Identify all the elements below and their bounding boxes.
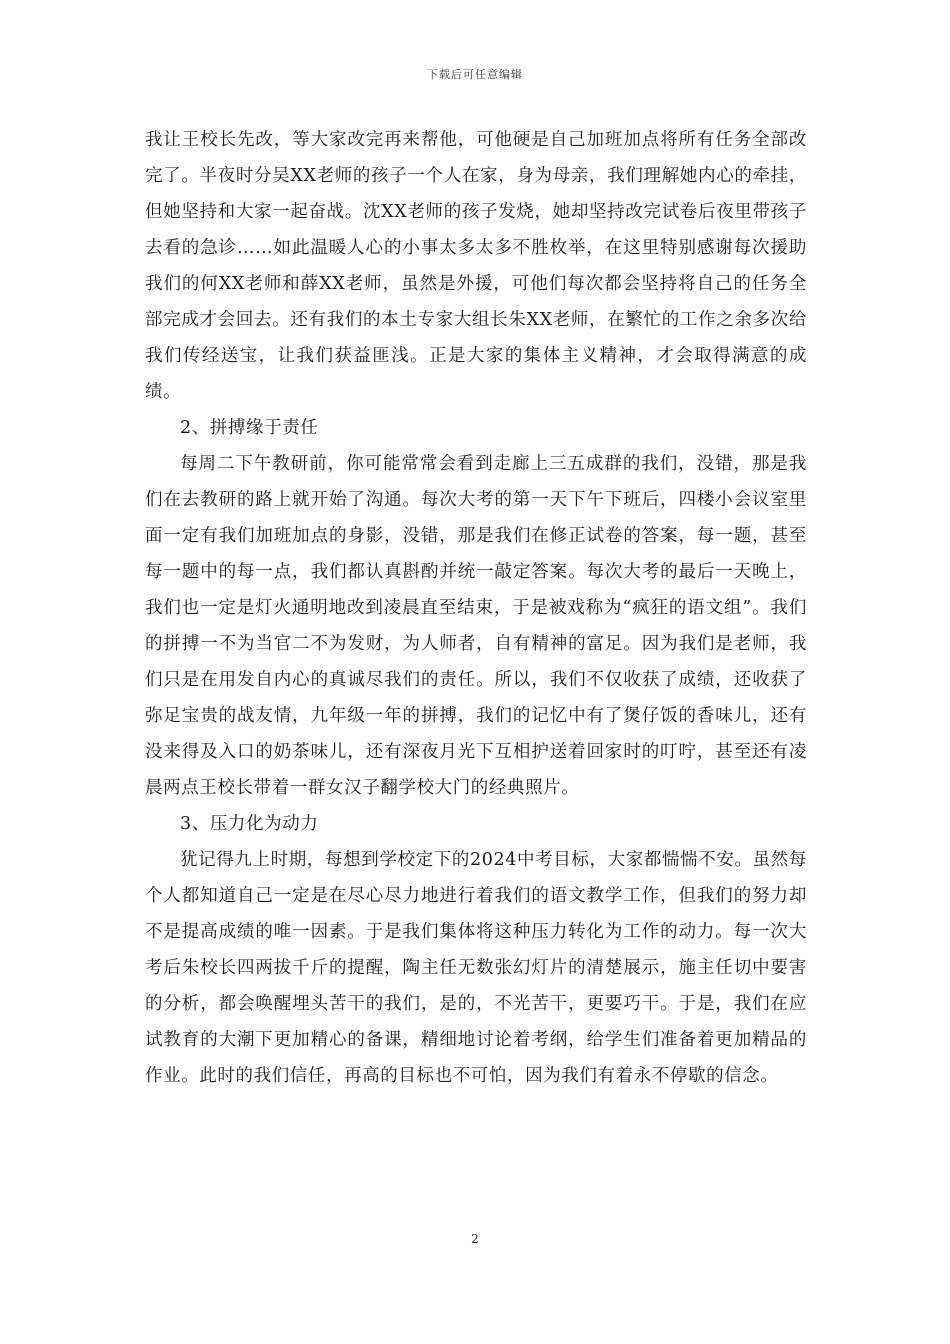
page-number: 2	[471, 1232, 479, 1246]
paragraph-2: 每周二下午教研前，你可能常常会看到走廊上三五成群的我们，没错，那是我们在去教研的路上就开始了沟通。每次大考的第一天下午下班后，四楼小会议室里面一定有我们加班加点的身影，没错，那是我们在修正试卷的答案，每一题，甚至每一题中的每一点，我们都认真斟酌并统一敲定答案。每次大考的最后一天晚上，我们也一定是灯火通明地改到凌晨直至结束，于是被戏称为“疯狂的语文组”。我们的拼搏一不为当官二不为发财，为人师者，自有精神的富足。因为我们是老师，我们只是在用发自内心的真诚尽我们的责任。所以，我们不仅收获了成绩，还收获了弥足宝贵的战友情，九年级一年的拼搏，我们的记忆中有了煲仔饭的香味儿，还有没来得及入口的奶茶味儿，还有深夜月光下互相护送着回家时的叮咛，甚至还有凌晨两点王校长带着一群女汉子翻学校大门的经典照片。	[145, 454, 807, 798]
page-header: 下载后可任意编辑	[427, 68, 523, 81]
paragraph-3: 犹记得九上时期，每想到学校定下的2024中考目标，大家都惴惴不安。虽然每个人都知道自己一定是在尽心尽力地进行着我们的语文教学工作，但我们的努力却不是提高成绩的唯一因素。于是我们集体将这种压力转化为工作的动力。每一次大考后朱校长四两拔千斤的提醒，陶主任无数张幻灯片的清楚展示，施主任切中要害的分析，都会唤醒埋头苦干的我们，是的，不光苦干，更要巧干。于是，我们在应试教育的大潮下更加精心的备课，精细地讨论着考纲，给学生们准备着更加精品的作业。此时的我们信任，再高的目标也不可怕，因为我们有着永不停歇的信念。	[145, 850, 807, 1086]
document-body	[145, 122, 807, 1094]
section-heading-3: 3、压力化为动力	[180, 814, 319, 834]
paragraph-1: 我让王校长先改，等大家改完再来帮他，可他硬是自己加班加点将所有任务全部改完了。半夜时分吴XX老师的孩子一个人在家，身为母亲，我们理解她内心的牵挂，但她坚持和大家一起奋战。沈XX老师的孩子发烧，她却坚持改完试卷后夜里带孩子去看的急诊……如此温暖人心的小事太多太多不胜枚举，在这里特别感谢每次援助我们的何XX老师和薛XX老师，虽然是外援，可他们每次都会坚持将自己的任务全部完成才会回去。还有我们的本土专家大组长朱XX老师，在繁忙的工作之余多次给我们传经送宝，让我们获益匪浅。正是大家的集体主义精神，才会取得满意的成绩。	[145, 130, 807, 402]
section-heading-2: 2、拼搏缘于责任	[180, 418, 319, 438]
